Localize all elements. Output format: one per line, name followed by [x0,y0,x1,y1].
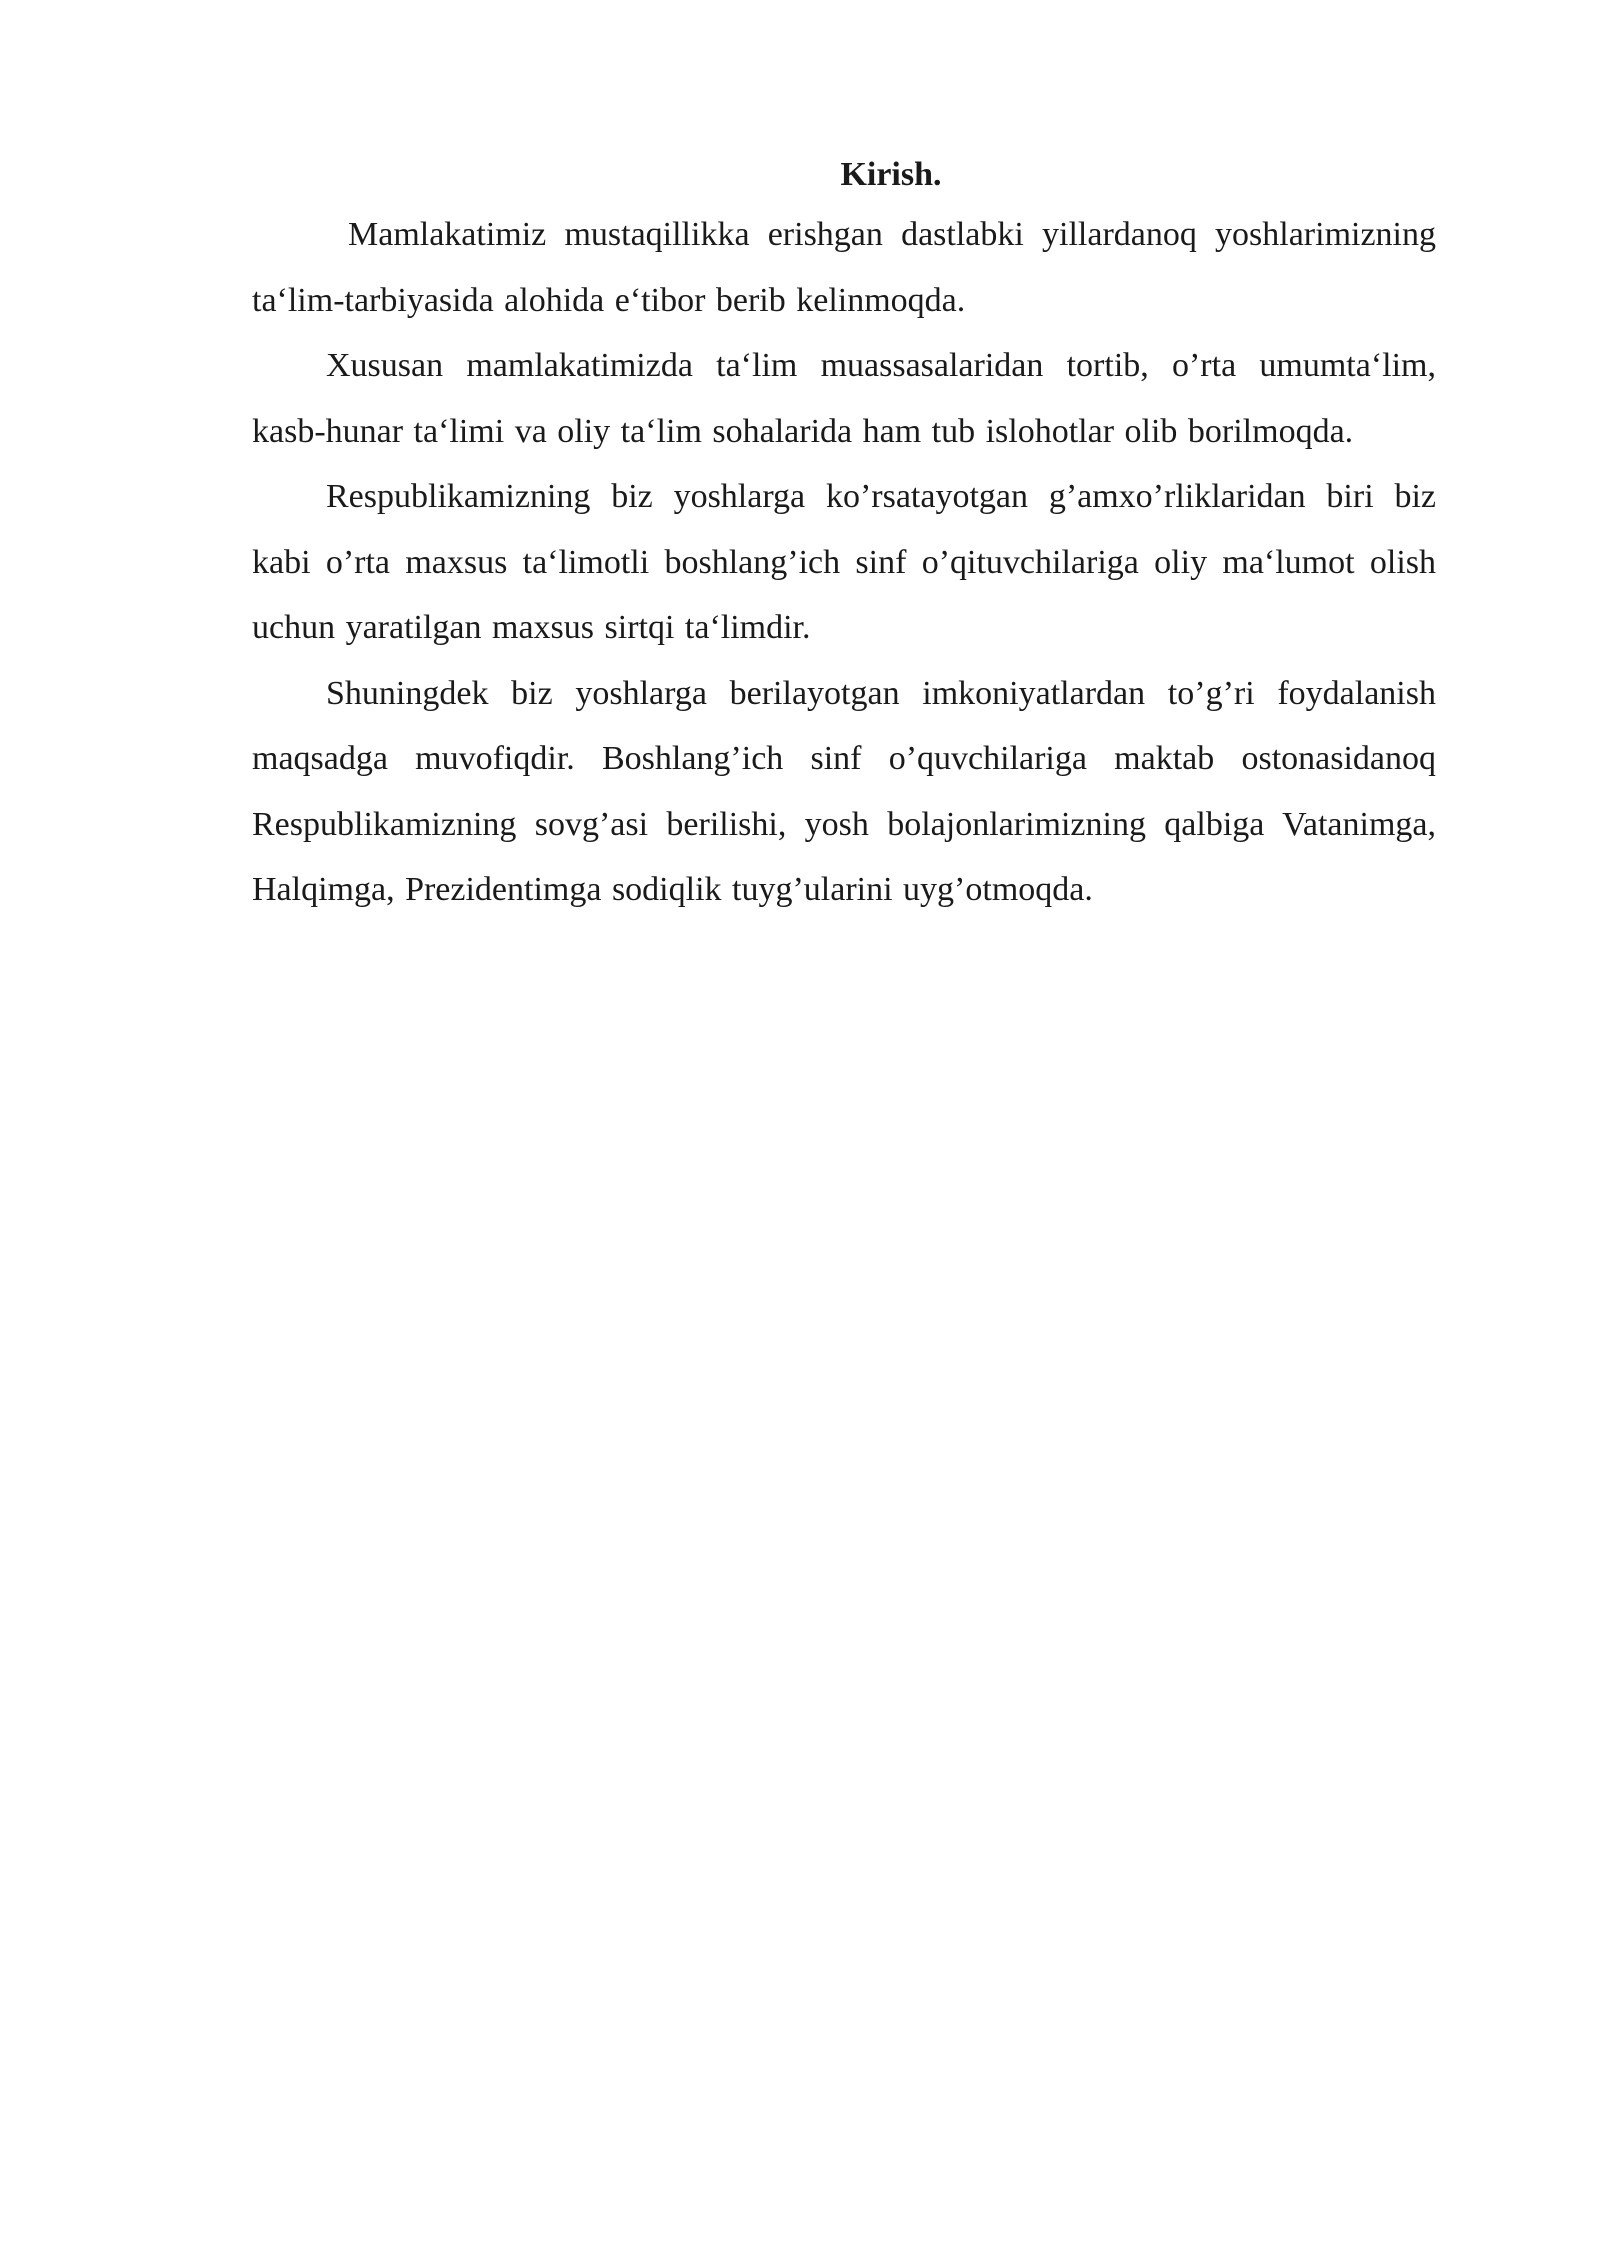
paragraph-4: Shuningdek biz yoshlarga berilayotgan imkoniyatlardan to’g’ri foydalanish maqsadga muvofiqdir. Boshlang’ich sinf o’quvchilariga maktab ostonasidanoq Respublikamizning sovg’asi berilishi, yosh bolajonlarimizning qalbiga Vatanimga, Halqimga, Prezidentimga sodiqlik tuyg’ularini uyg’otmoqda. [252,674,1436,908]
paragraph-3: Respublikamizning biz yoshlarga ko’rsatayotgan g’amxo’rliklaridan biri biz kabi o’rta maxsus ta‘limotli boshlang’ich sinf o’qituvchilariga oliy ma‘lumot olish uchun yaratilgan maxsus sirtqi ta‘limdir. [252,478,1436,646]
paragraph-1: Mamlakatimiz mustaqillikka erishgan dastlabki yillardanoq yoshlarimizning ta‘lim-tarbiyasida alohida e‘tibor berib kelinmoqda. [252,216,1436,319]
paragraph-2: Xususan mamlakatimizda ta‘lim muassasalaridan tortib, o’rta umumta‘lim, kasb-hunar ta‘limi va oliy ta‘lim sohalarida ham tub islohotlar olib borilmoqda. [252,347,1436,450]
page-title: Kirish. [840,156,942,193]
document-body [252,148,1436,923]
